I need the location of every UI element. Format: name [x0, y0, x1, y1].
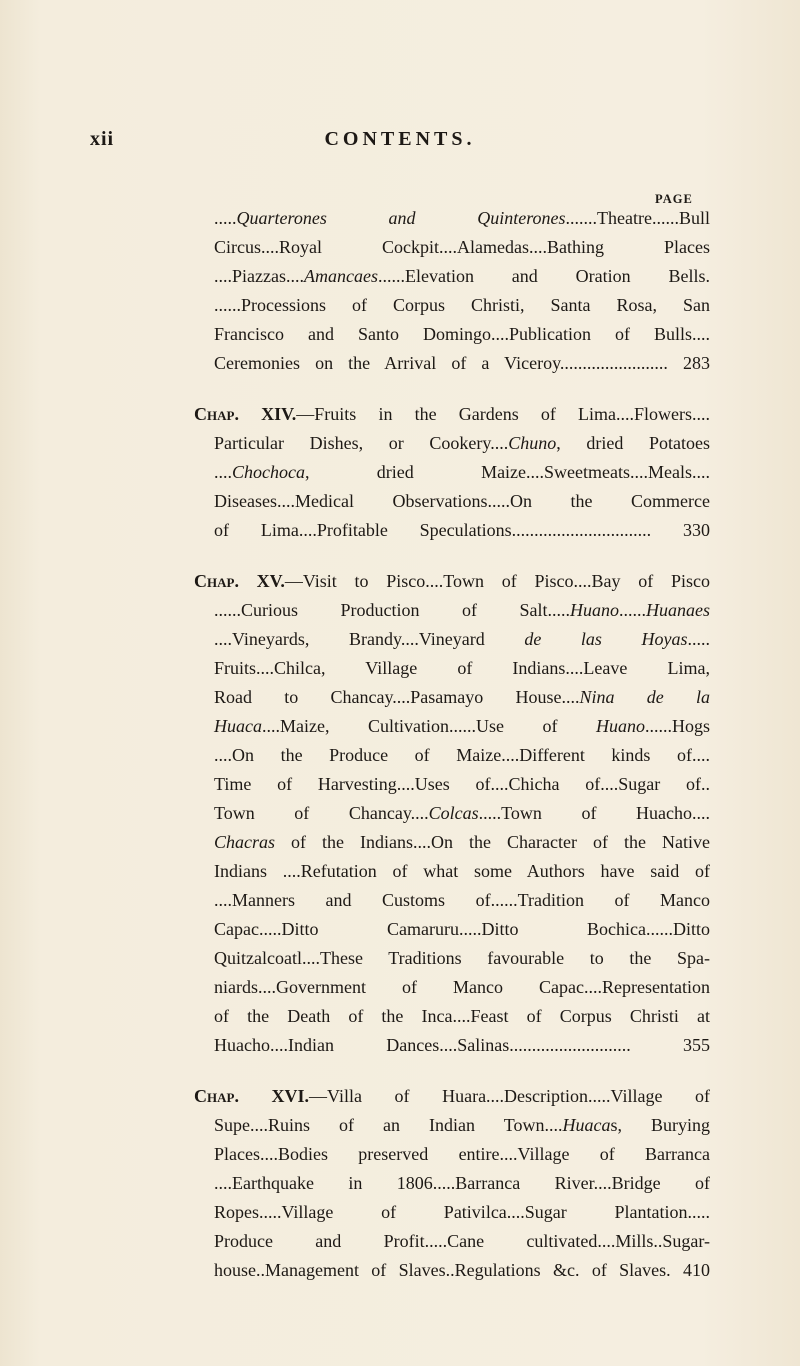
entry-line: Ceremonies on the Arrival of a Viceroy........................ 283: [214, 353, 710, 373]
entry-line: Produce and Profit.....Cane cultivated....Mills..Sugar-: [214, 1231, 710, 1251]
entry-line: ....On the Produce of Maize....Different kinds of....: [214, 745, 710, 765]
page-number: 410: [683, 1260, 711, 1280]
entry-line: Ropes.....Village of Pativilca....Sugar Plantation.....: [214, 1202, 710, 1222]
chapter-label: Chap. XIV.: [194, 404, 297, 424]
chapter-label: Chap. XV.: [194, 571, 285, 591]
page-number: 283: [683, 353, 710, 373]
entry-line: Chap. XIV.—Fruits in the Gardens of Lima....Flowers....: [194, 404, 710, 424]
entry-line: ....Chochoca, dried Maize....Sweetmeats....Meals....: [214, 462, 710, 482]
running-head: [90, 128, 710, 152]
entry-line: Indians ....Refutation of what some Authors have said of: [214, 861, 710, 881]
running-title: CONTENTS.: [324, 128, 476, 150]
page-number: 330: [683, 520, 711, 540]
chapter-label: Chap. XVI.: [194, 1086, 310, 1106]
entry-line: Town of Chancay....Colcas.....Town of Huacho....: [214, 803, 710, 823]
entry-line: Diseases....Medical Observations.....On the Commerce: [214, 491, 710, 511]
entry-line: ......Curious Production of Salt.....Huano......Huanaes: [214, 600, 710, 620]
entry-line: Supe....Ruins of an Indian Town....Huacas, Burying: [214, 1115, 710, 1135]
contents-entry: [194, 567, 711, 1060]
contents-entry: [214, 204, 710, 378]
contents-entries: [194, 204, 711, 1307]
entry-line: Road to Chancay....Pasamayo House....Nina de la: [214, 687, 711, 707]
entry-line: of the Death of the Inca....Feast of Corpus Christi at: [214, 1006, 710, 1026]
entry-line: Huaca....Maize, Cultivation......Use of Huano......Hogs: [214, 716, 710, 736]
entry-line: ....Vineyards, Brandy....Vineyard de las Hoyas.....: [214, 629, 710, 649]
entry-line: Quitzalcoatl....These Traditions favourable to the Spa-: [214, 948, 710, 968]
page-column-label: PAGE: [655, 192, 693, 206]
entry-line: niards....Government of Manco Capac....Representation: [214, 977, 710, 997]
entry-line: Particular Dishes, or Cookery....Chuno, dried Potatoes: [214, 433, 710, 453]
entry-line: Chap. XV.—Visit to Pisco....Town of Pisco....Bay of Pisco: [194, 571, 710, 591]
entry-line: ....Earthquake in 1806.....Barranca River....Bridge of: [214, 1173, 710, 1193]
entry-line: Francisco and Santo Domingo....Publication of Bulls....: [214, 324, 710, 344]
entry-line: Huacho....Indian Dances....Salinas........................... 355: [214, 1035, 710, 1055]
entry-line: .....Quarterones and Quinterones.......Theatre......Bull: [214, 208, 710, 228]
entry-line: Time of Harvesting....Uses of....Chicha of....Sugar of..: [214, 774, 710, 794]
folio-number: xii: [90, 128, 115, 150]
entry-line: Chap. XVI.—Villa of Huara....Description.....Village of: [194, 1086, 711, 1106]
entry-line: Circus....Royal Cockpit....Alamedas....Bathing Places: [214, 237, 710, 257]
contents-entry: [194, 1082, 711, 1285]
entry-line: of Lima....Profitable Speculations............................... 330: [214, 520, 711, 540]
page-number: 355: [683, 1035, 710, 1055]
entry-line: Fruits....Chilca, Village of Indians....Leave Lima,: [214, 658, 710, 678]
entry-line: ....Manners and Customs of......Tradition of Manco: [214, 890, 710, 910]
entry-line: ......Processions of Corpus Christi, Santa Rosa, San: [214, 295, 710, 315]
entry-line: Places....Bodies preserved entire....Village of Barranca: [214, 1144, 710, 1164]
entry-line: ....Piazzas....Amancaes......Elevation and Oration Bells.: [214, 266, 710, 286]
contents-entry: [194, 400, 711, 545]
entry-line: house..Management of Slaves..Regulations &c. of Slaves. 410: [214, 1260, 711, 1280]
entry-line: Capac.....Ditto Camaruru.....Ditto Bochica......Ditto: [214, 919, 710, 939]
entry-line: Chacras of the Indians....On the Character of the Native: [214, 832, 710, 852]
